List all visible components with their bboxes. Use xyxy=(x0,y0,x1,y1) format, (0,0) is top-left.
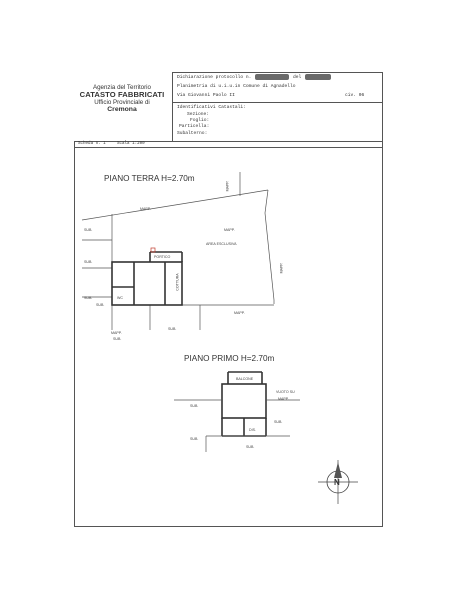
agency-city: Cremona xyxy=(107,106,137,114)
label-mapp: MAPP. xyxy=(111,331,122,335)
scala-label: Scala 1:200 xyxy=(117,142,145,146)
ground-floor-title: PIANO TERRA H=2.70m xyxy=(104,174,195,183)
label-cottura: COTTURA xyxy=(175,273,180,291)
label-sub: SUB. xyxy=(113,337,122,341)
label-area-esclusiva: AREA ESCLUSIVA xyxy=(206,242,237,246)
first-floor-title: PIANO PRIMO H=2.70m xyxy=(184,354,275,363)
identifiers-title: Identificativi Catastali: xyxy=(177,105,246,110)
label-mapp: MAPP. xyxy=(234,311,245,315)
label-wc: WC xyxy=(117,296,123,300)
label-vuoto: VUOTO SU xyxy=(276,390,295,394)
label-sub: SUB. xyxy=(84,296,93,300)
label-portico: PORTICO xyxy=(154,255,171,259)
label-mapp: MAPP. xyxy=(140,207,151,211)
floorplan-label: Planimetria di u.i.u.in Comune di Agnadello xyxy=(177,84,296,89)
label-sub: SUB. xyxy=(168,327,177,331)
label-sub: SUB. xyxy=(96,303,105,307)
agency-office: Ufficio Provinciale di xyxy=(94,98,150,106)
del-label: del xyxy=(293,75,302,80)
particella-label: Particella: xyxy=(179,124,210,129)
label-sub: SUB. xyxy=(246,445,255,449)
label-mapp: MAPP. xyxy=(224,228,235,232)
declaration-label: Dichiarazione protocollo n. xyxy=(177,75,252,80)
foglio-label: Foglio: xyxy=(190,118,210,123)
label-sub: SUB. xyxy=(274,420,283,424)
label-sub: SUB. xyxy=(84,228,93,232)
agency-department: CATASTO FABBRICATI xyxy=(79,90,165,100)
subalterno-label: Subalterno: xyxy=(177,131,208,136)
first-floor-outline xyxy=(222,384,266,418)
civ-label: civ. 06 xyxy=(345,93,365,98)
north-label: N xyxy=(334,478,340,487)
label-mapp: MAPP. xyxy=(278,397,289,401)
agency-name: Agenzia del Territorio xyxy=(92,84,151,91)
boundary-line xyxy=(265,190,274,304)
label-sub: SUB. xyxy=(84,260,93,264)
address-label: Via Giovanni Paolo II xyxy=(177,93,235,98)
label-balcone: BALCONE xyxy=(236,377,254,381)
sezione-label: Sezione: xyxy=(187,112,210,117)
label-sub: SUB. xyxy=(190,404,199,408)
label-sub: SUB. xyxy=(190,437,199,441)
label-mapp: MAPP. xyxy=(279,262,284,274)
scheda-label: Scheda n. 1 xyxy=(78,142,106,146)
label-dis: DIS. xyxy=(249,428,256,432)
label-mapp: MAPP. xyxy=(225,180,230,192)
